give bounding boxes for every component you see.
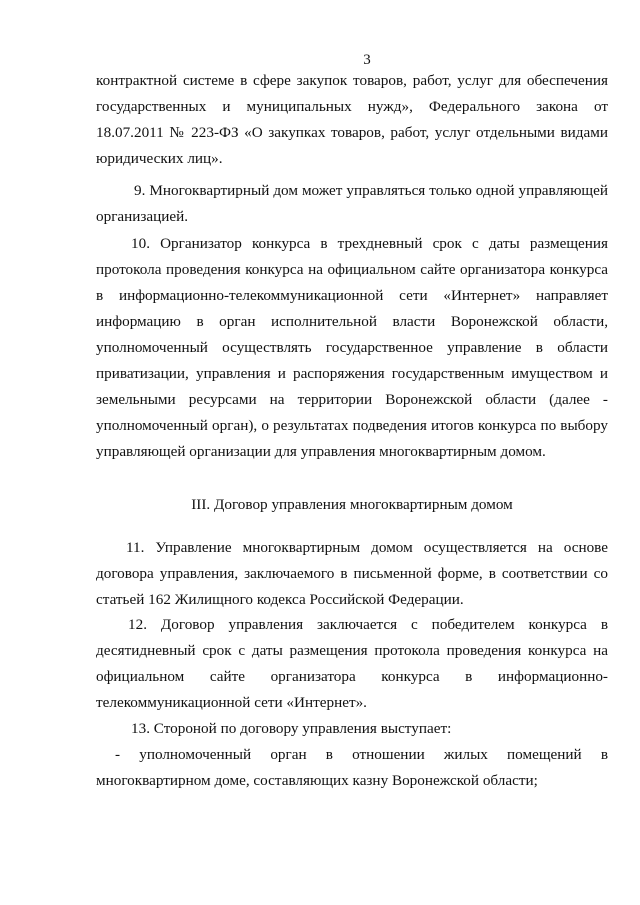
text-line: - уполномоченный орган в отношении жилых помещений в: [115, 746, 608, 763]
text-line: 9. Многоквартирный дом может управляться только одной управляющей: [134, 182, 608, 199]
text-line: 11. Управление многоквартирным домом осуществляется на основе: [126, 539, 608, 556]
text-line: 18.07.2011 № 223-ФЗ «О закупках товаров, работ, услуг отдельными видами: [96, 124, 608, 141]
text-line: информацию в орган исполнительной власти Воронежской области,: [96, 313, 608, 330]
text-line: статьей 162 Жилищного кодекса Российской Федерации.: [96, 591, 464, 608]
text-line: 12. Договор управления заключается с победителем конкурса в: [128, 616, 608, 633]
paragraph-13: [96, 716, 608, 742]
paragraph-12: [96, 612, 608, 716]
paragraph-intro: [96, 68, 608, 172]
text-line: управляющей организации для управления многоквартирным домом.: [96, 443, 546, 460]
text-line: приватизации, управления и распоряжения государственным имуществом и: [96, 365, 608, 382]
text-line: 13. Стороной по договору управления выступает:: [131, 720, 452, 737]
text-line: юридических лиц».: [96, 150, 223, 167]
paragraph-9: [96, 178, 608, 230]
text-line: земельными ресурсами на территории Воронежской области (далее -: [96, 391, 608, 408]
text-line: организацией.: [96, 208, 189, 225]
text-line: договора управления, заключаемого в письменной форме, в соответствии со: [96, 565, 608, 582]
text-line: государственных и муниципальных нужд», Федерального закона от: [96, 98, 608, 115]
text-line: в информационно-телекоммуникационной сети «Интернет» направляет: [96, 287, 608, 304]
text-line: десятидневный срок с даты размещения протокола проведения конкурса на: [96, 642, 608, 659]
page-number: 3: [363, 52, 371, 68]
text-line: протокола проведения конкурса на официальном сайте организатора конкурса: [96, 261, 608, 278]
list-item: [96, 742, 608, 794]
text-line: уполномоченный осуществлять государственное управление в области: [96, 339, 608, 356]
paragraph-10: [96, 231, 608, 465]
text-line: 10. Организатор конкурса в трехдневный срок с даты размещения: [131, 235, 608, 252]
section-heading: III. Договор управления многоквартирным домом: [191, 496, 513, 513]
paragraph-11: [96, 535, 608, 613]
text-line: уполномоченный орган), о результатах подведения итогов конкурса по выбору: [96, 417, 608, 434]
text-line: многоквартирном доме, составляющих казну Воронежской области;: [96, 772, 538, 789]
text-line: телекоммуникационной сети «Интернет».: [96, 694, 367, 711]
text-line: официальном сайте организатора конкурса в информационно-: [96, 668, 608, 685]
text-line: контрактной системе в сфере закупок товаров, работ, услуг для обеспечения: [96, 72, 608, 89]
